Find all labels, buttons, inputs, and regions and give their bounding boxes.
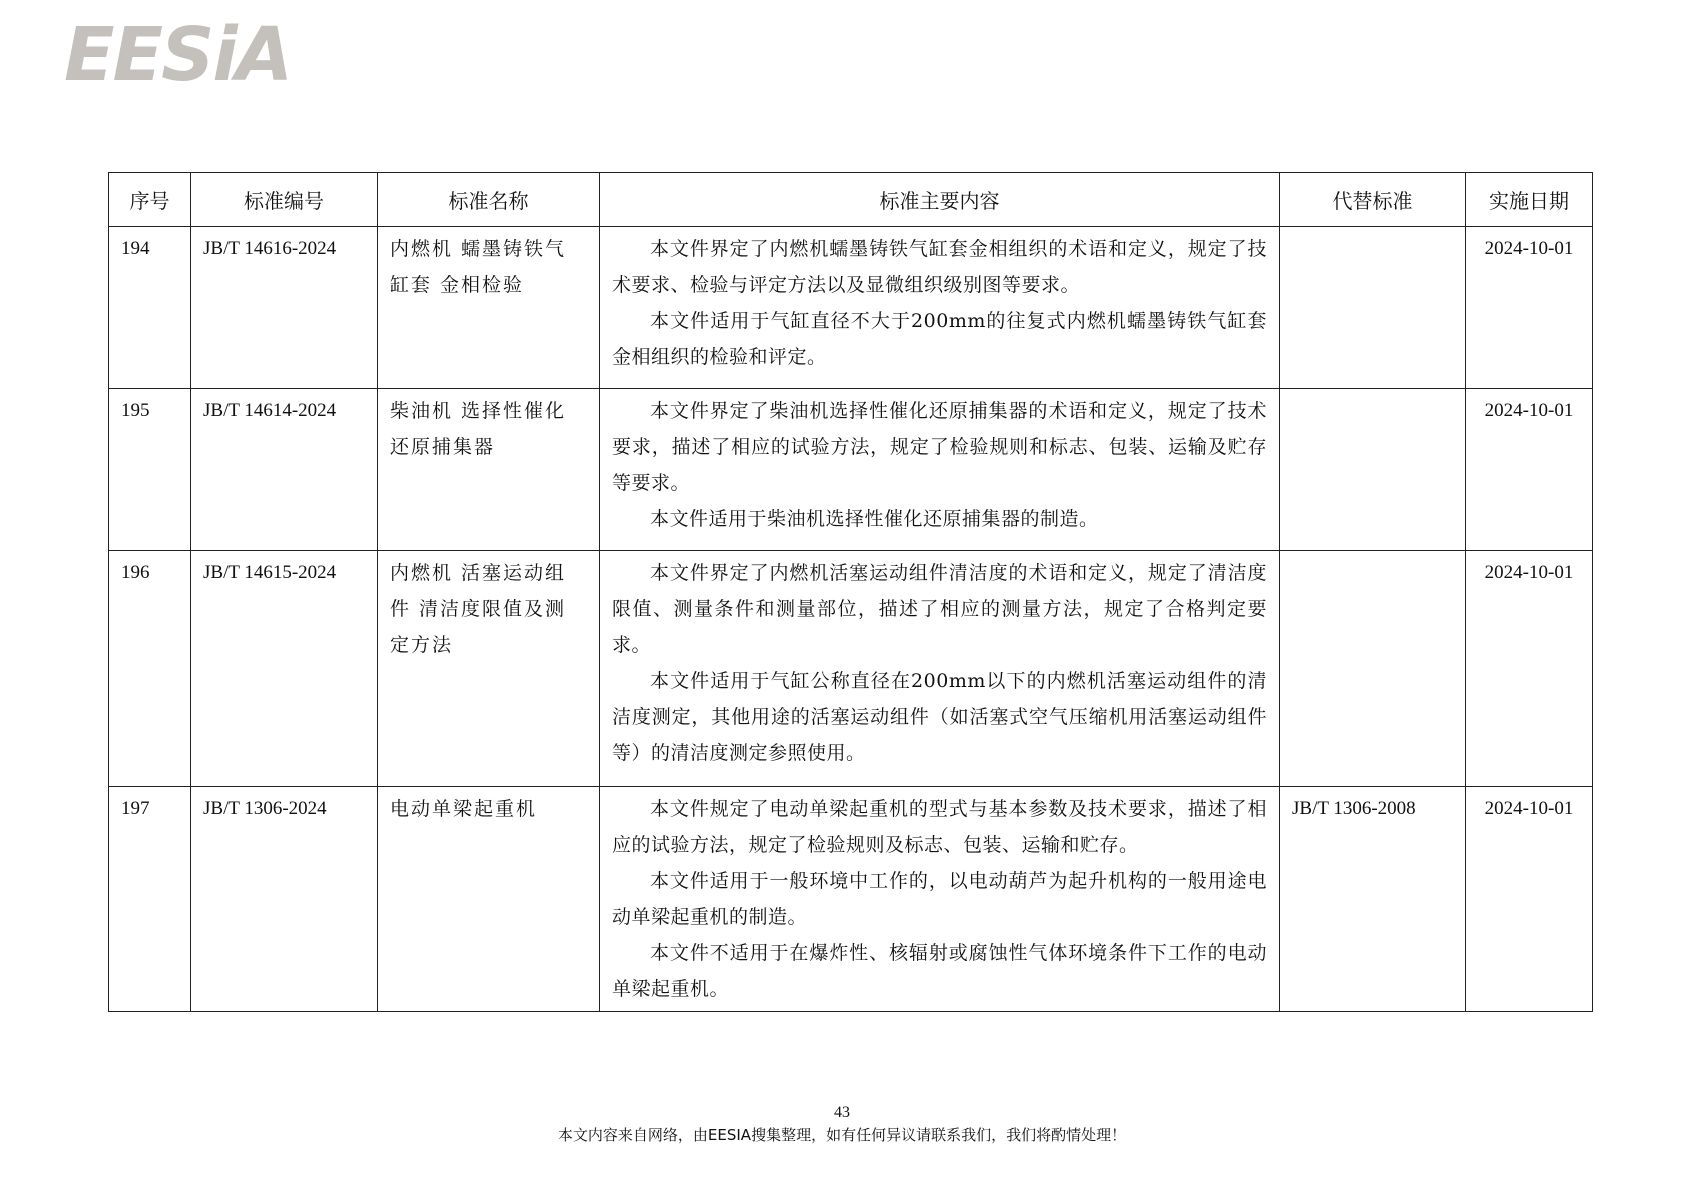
row-replaced-standard — [1280, 227, 1466, 389]
row-replaced-standard — [1280, 551, 1466, 787]
row-effective-date: 2024-10-01 — [1466, 389, 1593, 551]
content-paragraph: 本文件适用于气缸直径不大于200mm的往复式内燃机蠕墨铸铁气缸套金相组织的检验和评定。 — [612, 310, 1267, 368]
row-effective-date: 2024-10-01 — [1466, 787, 1593, 1012]
content-paragraph: 本文件适用于气缸公称直径在200mm以下的内燃机活塞运动组件的清洁度测定，其他用途的活塞运动组件（如活塞式空气压缩机用活塞运动组件等）的清洁度测定参照使用。 — [612, 670, 1267, 764]
row-standard-code: JB/T 1306-2024 — [191, 787, 378, 1012]
header-standard-code: 标准编号 — [191, 173, 378, 227]
header-serial-no: 序号 — [109, 173, 191, 227]
content-paragraph: 本文件界定了柴油机选择性催化还原捕集器的术语和定义，规定了技术要求，描述了相应的试验方法，规定了检验规则和标志、包装、运输及贮存等要求。 — [612, 400, 1267, 494]
content-paragraph: 本文件界定了内燃机活塞运动组件清洁度的术语和定义，规定了清洁度限值、测量条件和测量部位，描述了相应的测量方法，规定了合格判定要求。 — [612, 562, 1267, 656]
content-paragraph: 本文件适用于一般环境中工作的，以电动葫芦为起升机构的一般用途电动单梁起重机的制造。 — [612, 870, 1267, 928]
row-standard-name: 电动单梁起重机 — [378, 787, 600, 1012]
header-main-content: 标准主要内容 — [600, 173, 1280, 227]
row-main-content — [600, 551, 1280, 787]
table-row — [109, 227, 1593, 389]
table-row — [109, 551, 1593, 787]
content-paragraph: 本文件界定了内燃机蠕墨铸铁气缸套金相组织的术语和定义，规定了技术要求、检验与评定方法以及显微组织级别图等要求。 — [612, 238, 1267, 296]
content-paragraph: 本文件适用于柴油机选择性催化还原捕集器的制造。 — [650, 508, 1099, 530]
row-standard-code: JB/T 14614-2024 — [191, 389, 378, 551]
page-number: 43 — [834, 1104, 850, 1121]
row-serial-no: 196 — [109, 551, 191, 787]
row-main-content — [600, 787, 1280, 1012]
row-serial-no: 197 — [109, 787, 191, 1012]
content-paragraph: 本文件规定了电动单梁起重机的型式与基本参数及技术要求，描述了相应的试验方法，规定了检验规则及标志、包装、运输和贮存。 — [612, 798, 1267, 856]
row-standard-code: JB/T 14616-2024 — [191, 227, 378, 389]
row-standard-name: 柴油机 选择性催化还原捕集器 — [378, 389, 600, 551]
row-main-content — [600, 389, 1280, 551]
table-row — [109, 787, 1593, 1012]
row-standard-name: 内燃机 活塞运动组件 清洁度限值及测定方法 — [378, 551, 600, 787]
content-paragraph: 本文件不适用于在爆炸性、核辐射或腐蚀性气体环境条件下工作的电动单梁起重机。 — [612, 942, 1267, 1000]
table-header-row — [109, 173, 1593, 227]
header-standard-name: 标准名称 — [378, 173, 600, 227]
footer-note: 本文内容来自网络，由EESIA搜集整理，如有任何异议请联系我们，我们将酌情处理！ — [557, 1126, 1127, 1144]
row-standard-name: 内燃机 蠕墨铸铁气缸套 金相检验 — [378, 227, 600, 389]
row-main-content — [600, 227, 1280, 389]
standards-table — [108, 172, 1593, 1012]
header-effective-date: 实施日期 — [1466, 173, 1593, 227]
header-replaced-standard: 代替标准 — [1280, 173, 1466, 227]
eesia-logo: EESiA — [64, 12, 292, 98]
row-serial-no: 194 — [109, 227, 191, 389]
row-effective-date: 2024-10-01 — [1466, 551, 1593, 787]
row-replaced-standard: JB/T 1306-2008 — [1280, 787, 1466, 1012]
row-standard-code: JB/T 14615-2024 — [191, 551, 378, 787]
row-serial-no: 195 — [109, 389, 191, 551]
row-replaced-standard — [1280, 389, 1466, 551]
row-effective-date: 2024-10-01 — [1466, 227, 1593, 389]
table-row — [109, 389, 1593, 551]
